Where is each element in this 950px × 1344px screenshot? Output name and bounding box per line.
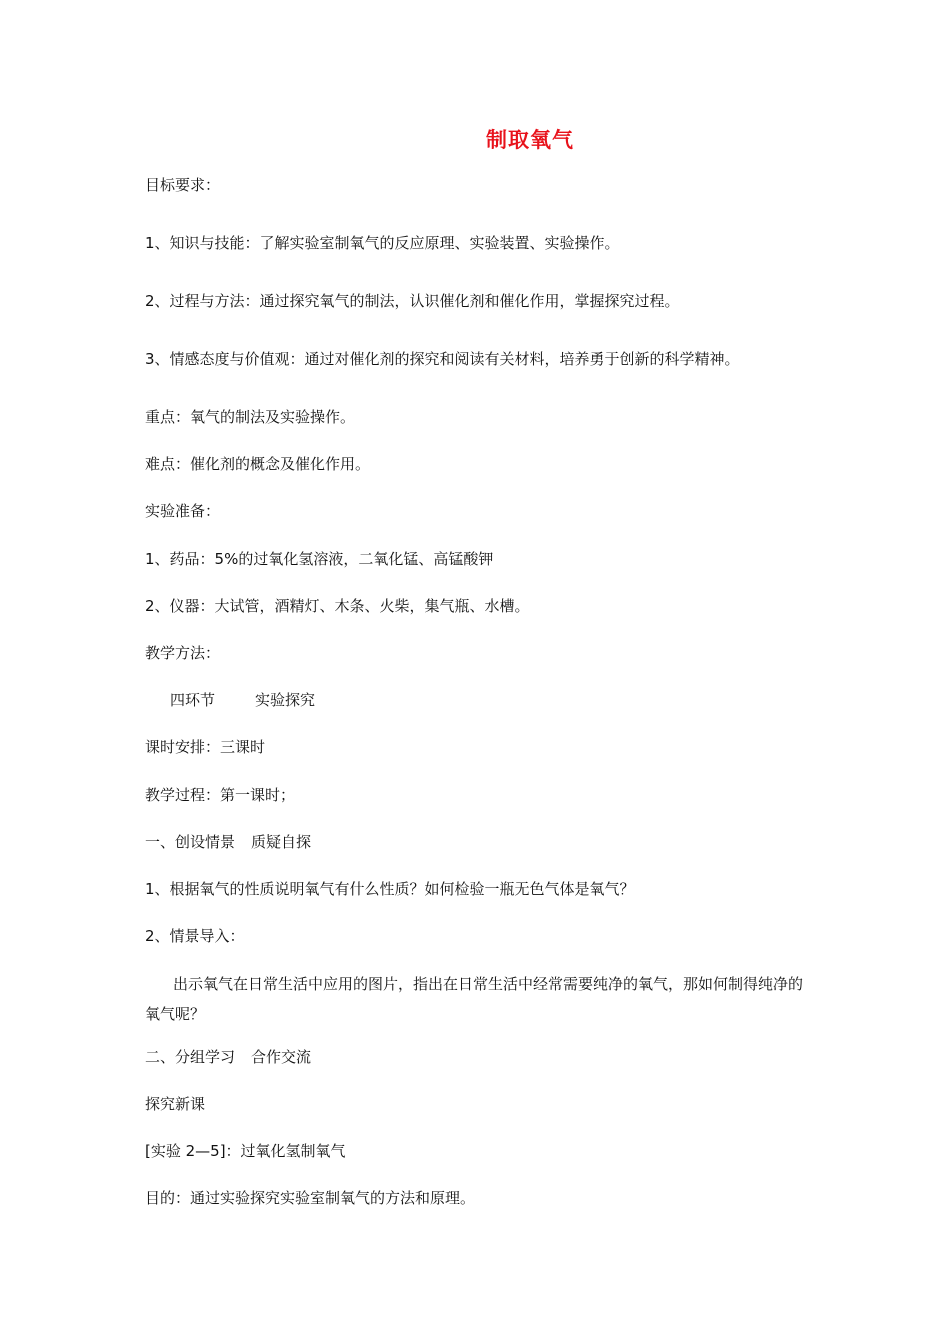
method-heading: 教学方法： [145, 644, 221, 662]
method-detail [170, 689, 315, 711]
prep-chemicals: 1、药品：5%的过氧化氢溶液，二氧化锰、高锰酸钾 [145, 550, 494, 568]
experiment-title: [实验 2—5]：过氧化氢制氧气 [145, 1142, 346, 1160]
section-2-part-1: 二、分组学习 [145, 1048, 236, 1066]
method-part-1: 四环节 [170, 691, 216, 709]
method-part-2: 实验探究 [255, 691, 316, 709]
goal-knowledge-skills: 1、知识与技能：了解实验室制氧气的反应原理、实验装置、实验操作。 [145, 234, 620, 252]
question-1: 1、根据氧气的性质说明氧气有什么性质？如何检验一瓶无色气体是氧气？ [145, 880, 635, 898]
prep-heading: 实验准备： [145, 502, 221, 520]
experiment-purpose: 目的：通过实验探究实验室制氧气的方法和原理。 [145, 1189, 476, 1207]
goal-process-methods: 2、过程与方法：通过探究氧气的制法，认识催化剂和催化作用，掌握探究过程。 [145, 292, 680, 310]
goal-emotion-values: 3、情感态度与价值观：通过对催化剂的探究和阅读有关材料，培养勇于创新的科学精神。 [145, 350, 740, 368]
intro-paragraph: 出示氧气在日常生活中应用的图片，指出在日常生活中经常需要纯净的氧气，那如何制得纯净的氧气呢？ [145, 975, 804, 1023]
section-1-heading [145, 831, 311, 853]
section-2-heading [145, 1046, 311, 1068]
new-lesson: 探究新课 [145, 1095, 206, 1113]
key-point: 重点：氧气的制法及实验操作。 [145, 408, 356, 426]
process-heading: 教学过程：第一课时； [145, 786, 296, 804]
schedule: 课时安排：三课时 [145, 738, 266, 756]
difficult-point: 难点：催化剂的概念及催化作用。 [145, 455, 371, 473]
question-2: 2、情景导入： [145, 927, 245, 945]
goals-heading: 目标要求： [145, 176, 221, 194]
section-2-part-2: 合作交流 [251, 1048, 312, 1066]
section-1-part-2: 质疑自探 [251, 833, 312, 851]
prep-instruments: 2、仪器：大试管，酒精灯、木条、火柴，集气瓶、水槽。 [145, 597, 530, 615]
page-title: 制取氧气 [486, 128, 574, 152]
section-1-part-1: 一、创设情景 [145, 833, 236, 851]
